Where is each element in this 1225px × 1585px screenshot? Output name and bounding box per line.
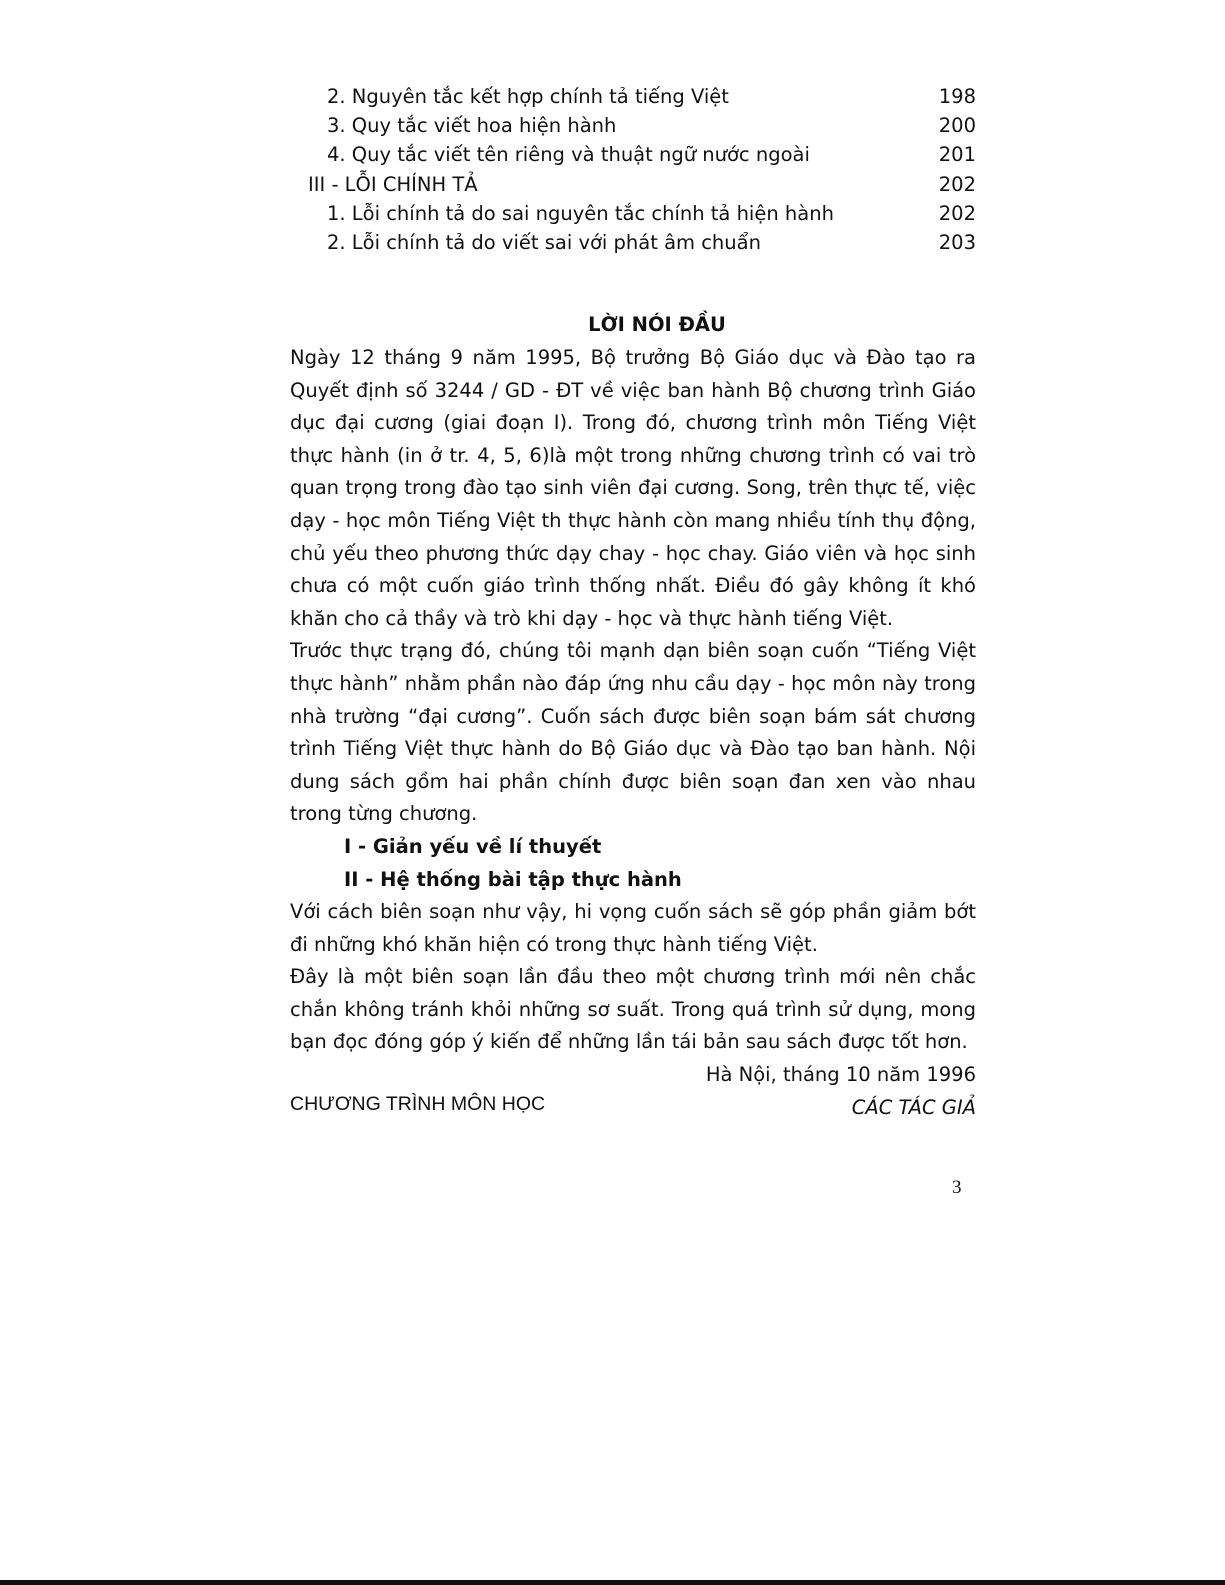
preface-title: LỜI NÓI ĐẦU: [588, 313, 726, 336]
toc-section-label: III - LỖI CHÍNH TẢ: [308, 172, 478, 196]
preface-paragraph: Với cách biên soạn như vậy, hi vọng cuốn sách sẽ góp phần giảm bớt đi những khó khăn hiện có trong thực hành tiếng Việt.: [290, 900, 976, 956]
toc-entry-page: 201: [938, 143, 976, 167]
preface-paragraph: Trước thực trạng đó, chúng tôi mạnh dạn biên soạn cuốn “Tiếng Việt thực hành” nhằm phần nào đáp ứng nhu cầu dạy - học môn này trong nhà trường “đại cương”. Cuốn sách được biên soạn bám sát chương trình Tiếng Việt thực hành do Bộ Giáo dục và Đào tạo ban hành. Nội dung sách gồm hai phần chính được biên soạn đan xen vào nhau trong từng chương.: [290, 639, 976, 826]
toc-entry: [308, 140, 976, 169]
toc-entry-page: 200: [938, 114, 976, 138]
page-number: 3: [952, 1177, 962, 1198]
toc-entry-label: 3. Quy tắc viết hoa hiện hành: [327, 114, 617, 138]
toc-section: [308, 170, 976, 199]
toc-section-page: 202: [938, 172, 976, 196]
toc-entry-label: 1. Lỗi chính tả do sai nguyên tắc chính tả hiện hành: [327, 201, 834, 225]
toc-entry-page: 203: [938, 230, 976, 254]
toc-entry-label: 4. Quy tắc viết tên riêng và thuật ngữ nước ngoài: [327, 143, 810, 167]
toc-entry-label: 2. Lỗi chính tả do viết sai với phát âm chuẩn: [327, 230, 761, 254]
toc-entry-label: 2. Nguyên tắc kết hợp chính tả tiếng Việt: [327, 85, 729, 108]
toc-entry: [308, 82, 976, 111]
content-part-item: II - Hệ thống bài tập thực hành: [344, 867, 682, 891]
table-of-contents: [308, 82, 976, 257]
toc-entry-page: 202: [938, 201, 976, 225]
preface-paragraph: Đây là một biên soạn lần đầu theo một chương trình mới nên chắc chắn không tránh khỏi những sơ suất. Trong quá trình sử dụng, mong bạn đọc đóng góp ý kiến để những lần tái bản sau sách được tốt hơn.: [290, 965, 976, 1054]
chapter-heading: CHƯƠNG TRÌNH MÔN HỌC: [290, 1093, 546, 1115]
toc-entry: [308, 228, 976, 257]
toc-entry: [308, 199, 976, 228]
place-date: Hà Nội, tháng 10 năm 1996: [705, 1063, 976, 1087]
preface-body: [290, 342, 976, 1124]
content-part-item: I - Giản yếu về lí thuyết: [344, 834, 602, 858]
toc-entry: [308, 111, 976, 140]
bottom-border: [0, 1580, 1225, 1585]
preface-paragraph: Ngày 12 tháng 9 năm 1995, Bộ trưởng Bộ Giáo dục và Đào tạo ra Quyết định số 3244 / GD - ĐT về việc ban hành Bộ chương trình Giáo dục đại cương (giai đoạn I). Trong đó, chương trình môn Tiếng Việt thực hành (in ở tr. 4, 5, 6)là một trong những chương trình có vai trò quan trọng trong đào tạo sinh viên đại cương. Song, trên thực tế, việc dạy - học môn Tiếng Việt th thực hành còn mang nhiều tính thụ động, chủ yếu theo phương thức dạy chay - học chay. Giáo viên và học sinh chưa có một cuốn giáo trình thống nhất. Điều đó gây không ít khó khăn cho cả thầy và trò khi dạy - học và thực hành tiếng Việt.: [290, 346, 976, 630]
toc-entry-page: 198: [938, 85, 976, 108]
author-signature: CÁC TÁC GIẢ: [851, 1095, 976, 1119]
